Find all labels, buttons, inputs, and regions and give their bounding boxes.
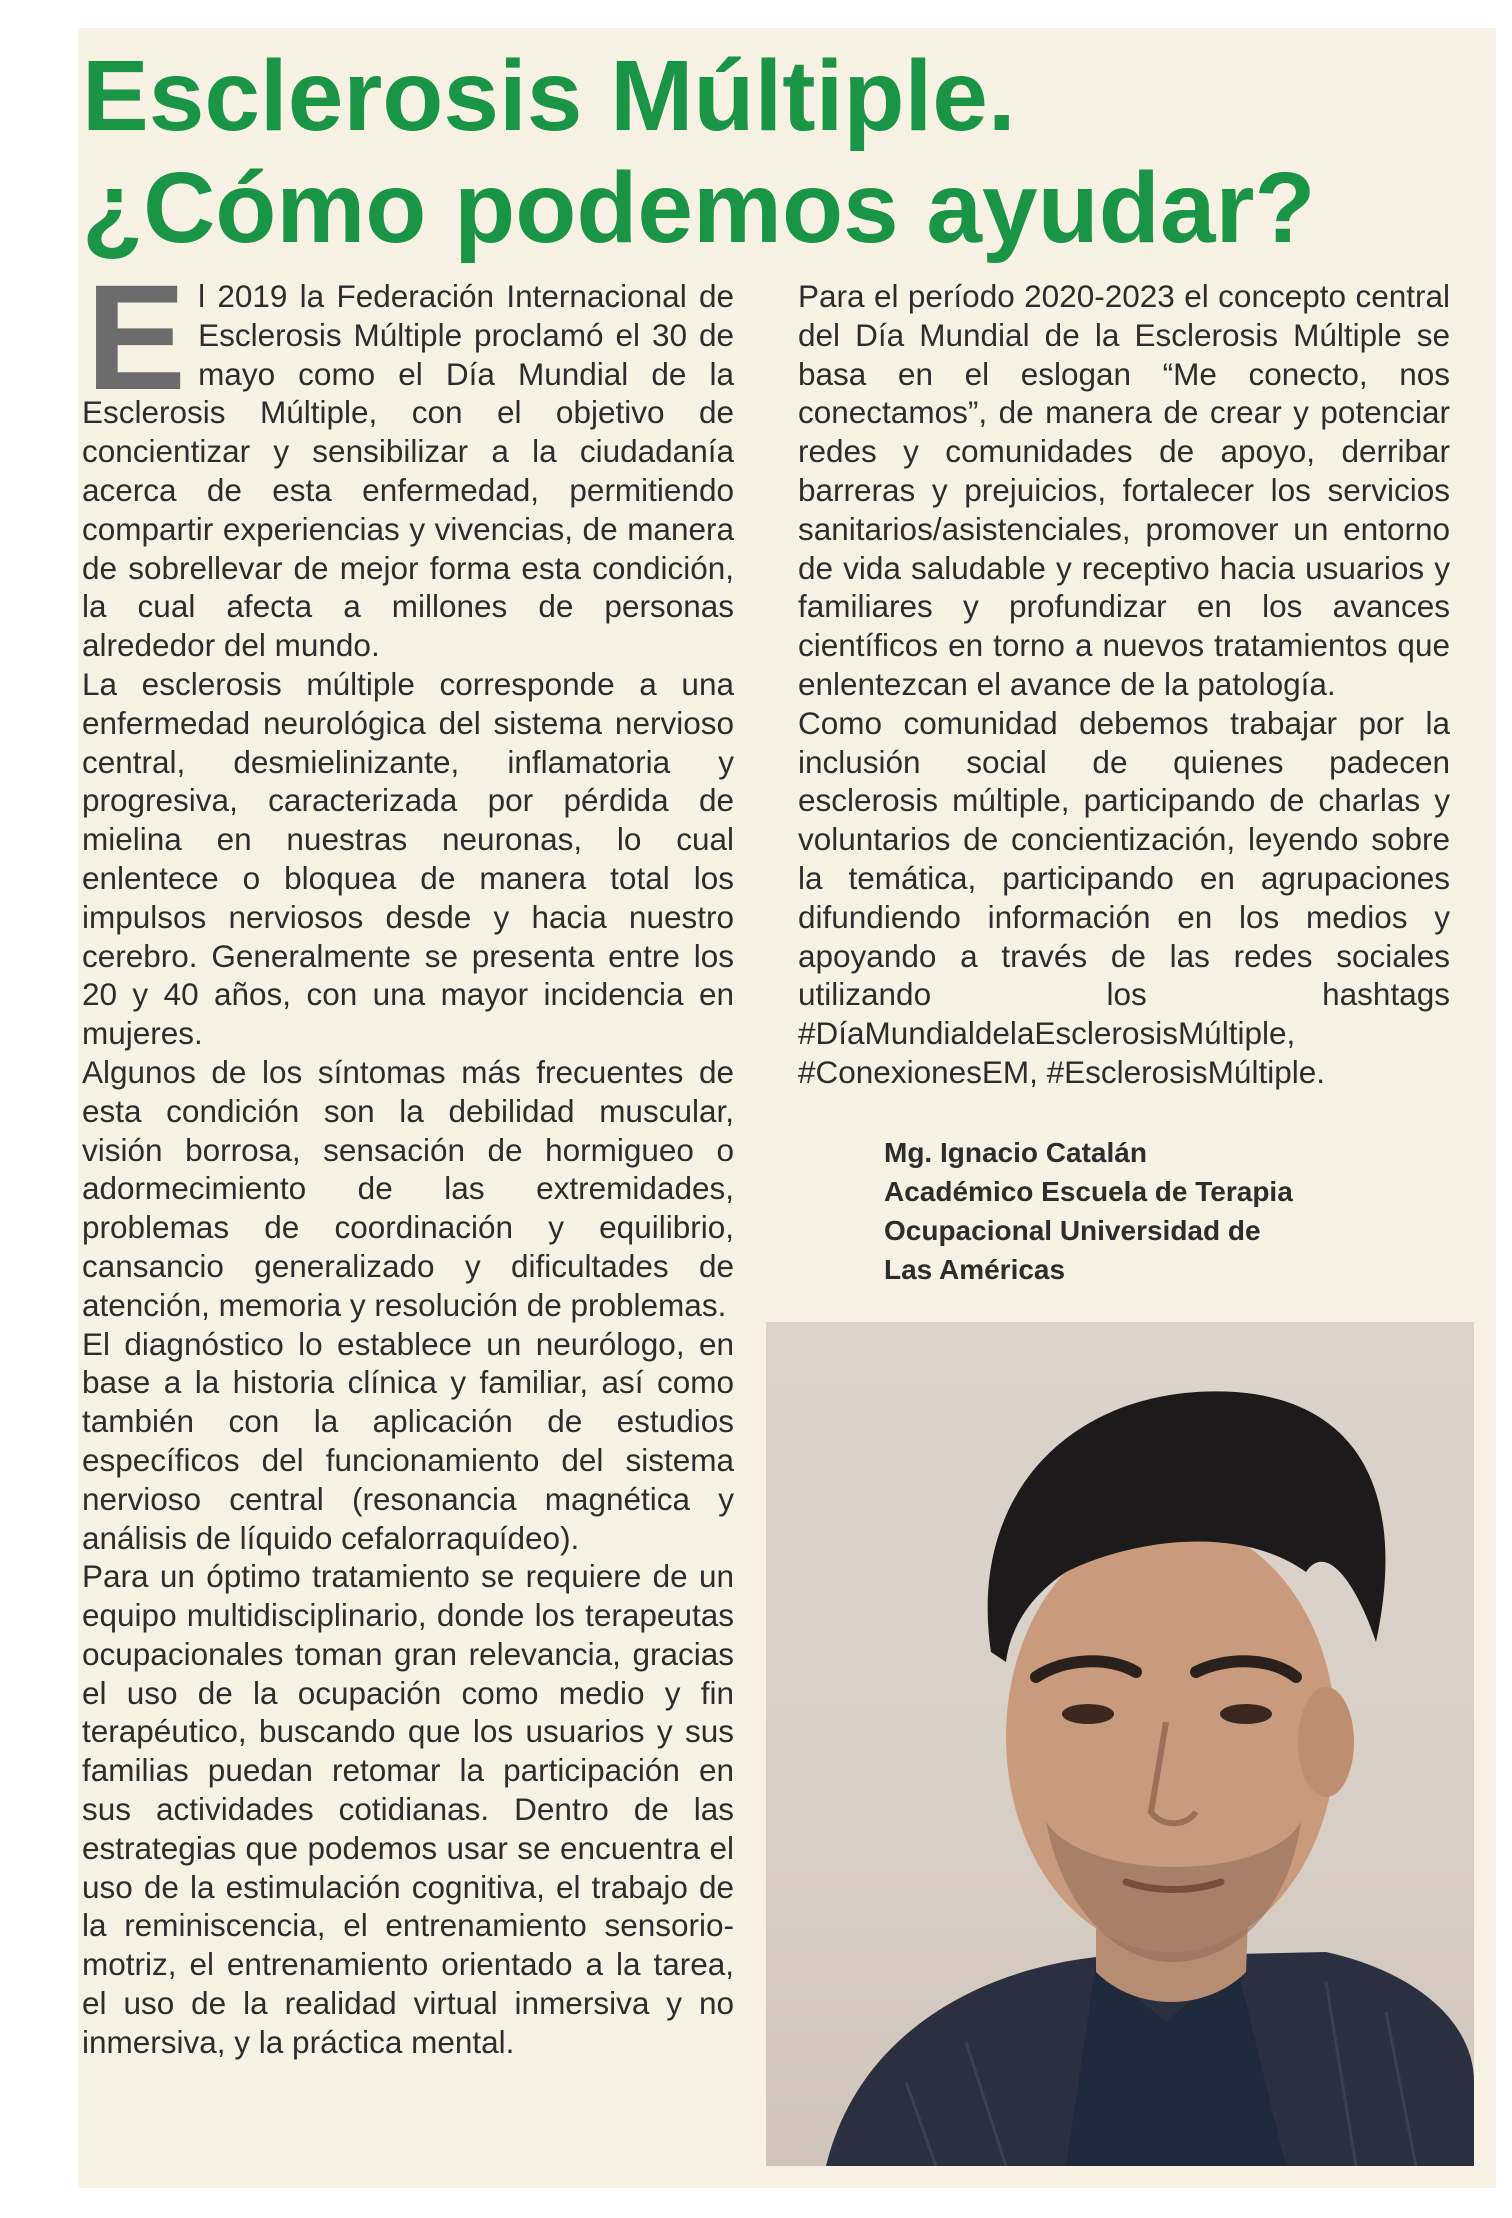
portrait-illustration <box>766 1322 1474 2166</box>
headline-line-2: ¿Cómo podemos ayudar? <box>82 152 1316 264</box>
author-role-line-2: Ocupacional Universidad de <box>884 1215 1261 1246</box>
left-eye <box>1062 1704 1114 1724</box>
paragraph-diagnosis: El diagnóstico lo establece un neurólogo, en base a la historia clínica y familiar, así como también con la aplicación de estudios específicos del funcionamiento del sistema nervioso central (resonancia magnética y análisis de líquido cefalorraquídeo). <box>82 1325 734 1556</box>
paragraph-treatment: Para un óptimo tratamiento se requiere de un equipo multidisciplinario, donde los terapeutas ocupacionales toman gran relevancia, gracias el uso de la ocupación como medio y fin terapéutico, buscando que los usuarios y sus familias puedan retomar la participación en sus actividades cotidianas. Dentro de las estrategias que podemos usar se encuentra el uso de la estimulación cognitiva, el trabajo de la reminiscencia, el entrenamiento sensorio-motriz, el entrenamiento orientado a la tarea, el uso de la realidad virtual inmersiva y no inmersiva, y la práctica mental. <box>82 1558 734 2060</box>
paragraph-symptoms: Algunos de los síntomas más frecuentes de esta condición son la debilidad muscular, visión borrosa, sensación de hormigueo o adormecimiento de las extremidades, problemas de coordinación y equilibrio, cansancio generalizado y dificultades de atención, memoria y resolución de problemas. <box>82 1053 734 1323</box>
paragraph-slogan: Para el período 2020-2023 el concepto central del Día Mundial de la Esclerosis Múltiple se basa en el eslogan “Me conecto, nos conectamos”, de manera de crear y potenciar redes y comunidades de apoyo, derribar barreras y prejuicios, fortalecer los servicios sanitarios/asistenciales, promover un entorno de vida saludable y receptivo hacia usuarios y familiares y profundizar en los avances científicos en torno a nuevos tratamientos que enlentezcan el avance de la patología. <box>798 278 1450 702</box>
drop-cap-letter: E <box>86 253 187 421</box>
left-text-column <box>82 253 734 2062</box>
right-text-column <box>798 277 1450 1092</box>
headline-line-1: Esclerosis Múltiple. <box>82 40 1016 152</box>
paragraph-intro: l 2019 la Federación Internacional de Esclerosis Múltiple proclamó el 30 de mayo como el Día Mundial de la Esclerosis Múltiple, con el objetivo de concientizar y sensibilizar a la ciudadanía acerca de esta enfermedad, permitiendo compartir experiencias y vivencias, de manera de sobrellevar de mejor forma esta condición, la cual afecta a millones de personas alrededor del mundo. <box>82 278 734 664</box>
author-role-line-1: Académico Escuela de Terapia <box>884 1176 1293 1207</box>
author-name: Mg. Ignacio Catalán <box>884 1137 1147 1168</box>
author-role-line-3: Las Américas <box>884 1254 1066 1285</box>
ear-shape <box>1298 1687 1354 1797</box>
paragraph-definition: La esclerosis múltiple corresponde a una enfermedad neurológica del sistema nervioso central, desmielinizante, inflamatoria y progresiva, caracterizada por pérdida de mielina en nuestras neuronas, lo cual enlentece o bloquea de manera total los impulsos nerviosos desde y hacia nuestro cerebro. Generalmente se presenta entre los 20 y 40 años, con una mayor incidencia en mujeres. <box>82 665 734 1052</box>
article-headline <box>82 40 1315 264</box>
right-eye <box>1220 1704 1272 1724</box>
author-portrait-photo <box>766 1322 1474 2166</box>
paragraph-community: Como comunidad debemos trabajar por la inclusión social de quienes padecen esclerosis múltiple, participando de charlas y voluntarios de concientización, leyendo sobre la temática, participando en agrupaciones difundiendo información en los medios y apoyando a través de las redes sociales utilizando los hashtags #DíaMundialdelaEsclerosisMúltiple, #ConexionesEM, #EsclerosisMúltiple. <box>798 704 1450 1090</box>
author-signature <box>884 1133 1404 1289</box>
